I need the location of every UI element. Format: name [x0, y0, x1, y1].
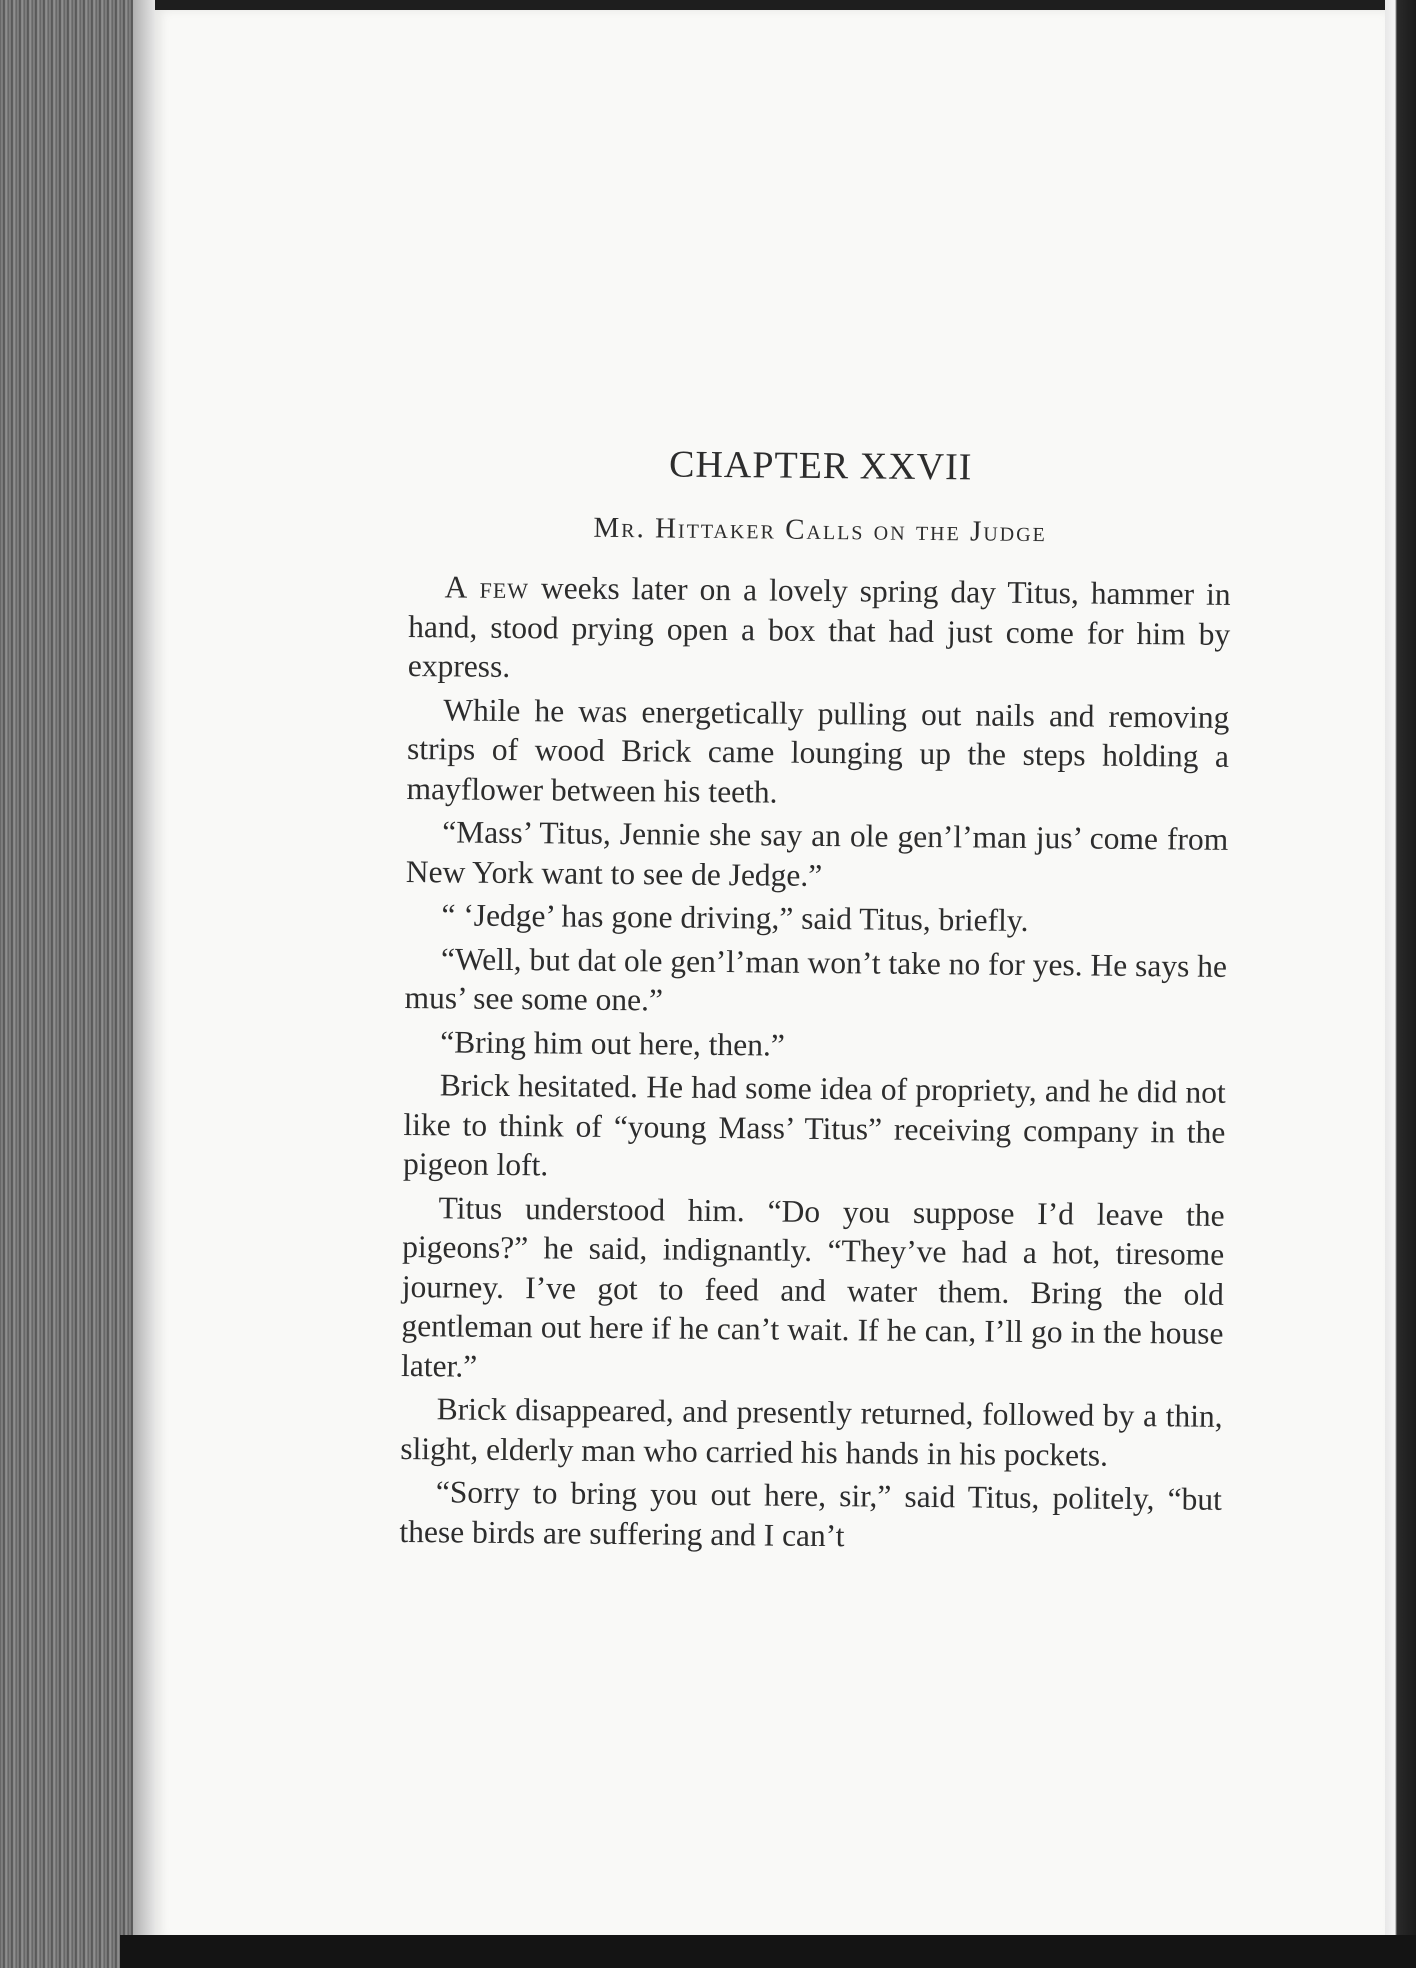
chapter-subtitle: Mr. Hittaker Calls on the Judge	[593, 511, 1048, 549]
paragraph-text: weeks later on a lovely spring day Titus, hammer in hand, stood prying open a box that had just come for him by express.	[407, 570, 1231, 684]
page-right-edge	[1385, 0, 1416, 1968]
paragraph: Titus understood him. “Do you suppose I’d leave the pigeons?” he said, indignantly. “They’ve had a hot, tiresome journey. I’ve got to feed and water them. Bring the old gentleman out here if he can’t wait. If he can, I’ll go in the house later.”	[400, 1189, 1225, 1384]
paragraph: “Bring him out here, then.”	[440, 1023, 786, 1063]
paragraph: “Well, but dat ole gen’l’man won’t take no for yes. He says he mus’ see some one.”	[404, 940, 1228, 1018]
scan-bottom-border	[120, 1935, 1416, 1968]
book-page-edges	[0, 0, 155, 1968]
page-text-block	[399, 440, 1232, 1559]
paragraph: While he was energetically pulling out nails and removing strips of wood Brick came lounging up the steps holding a mayflower between his teeth.	[406, 691, 1230, 810]
paragraph	[408, 567, 1231, 693]
paragraph: “Mass’ Titus, Jennie she say an ole gen’l’man jus’ come from New York want to see de Jedge.”	[405, 814, 1229, 893]
paragraph-lead-words: A few	[444, 569, 530, 606]
paragraph: “ ‘Jedge’ has gone driving,” said Titus, briefly.	[441, 897, 1029, 938]
paragraph: Brick disappeared, and presently returned, followed by a thin, slight, elderly man who carried his hands in his pockets.	[400, 1391, 1223, 1473]
paragraph: “Sorry to bring you out here, sir,” said Titus, politely, “but these birds are suffering and I can’t	[399, 1474, 1223, 1553]
chapter-heading: CHAPTER XXVII	[668, 443, 973, 489]
paragraph: Brick hesitated. He had some idea of propriety, and he did not like to think of “young Mass’ Titus” receiving company in the pigeon loft.	[402, 1067, 1226, 1183]
